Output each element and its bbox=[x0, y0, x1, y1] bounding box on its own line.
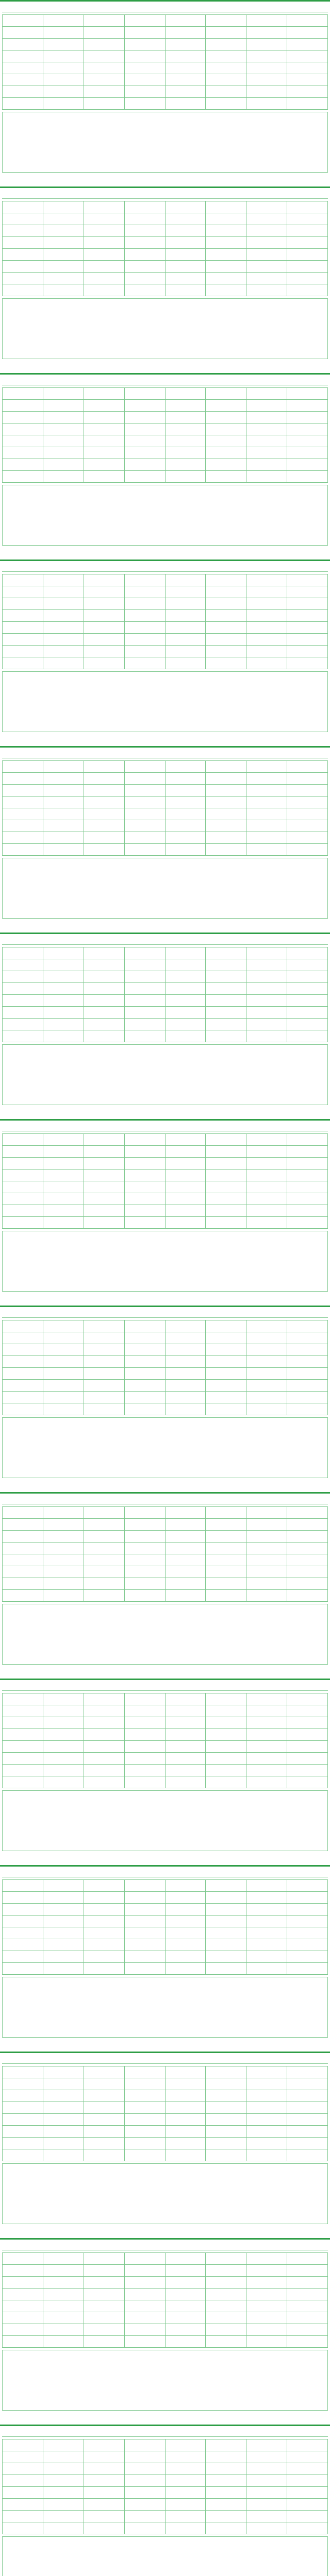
route-title bbox=[2, 1870, 328, 1877]
route-block bbox=[0, 2052, 330, 2238]
table-row bbox=[3, 2265, 328, 2277]
table-row bbox=[3, 74, 328, 86]
route-block bbox=[0, 560, 330, 746]
table-row bbox=[3, 225, 328, 237]
table-row bbox=[3, 2138, 328, 2149]
route-notes bbox=[2, 2163, 328, 2224]
route-block bbox=[0, 0, 330, 187]
table-row bbox=[3, 1158, 328, 1170]
table-row bbox=[3, 1181, 328, 1193]
route-title bbox=[2, 1497, 328, 1504]
route-notes bbox=[2, 1044, 328, 1105]
table-row bbox=[3, 947, 328, 959]
route-timetable bbox=[2, 1320, 328, 1415]
route-notes bbox=[2, 1604, 328, 1665]
table-row bbox=[3, 1134, 328, 1146]
table-row bbox=[3, 249, 328, 261]
route-block bbox=[0, 2238, 330, 2425]
table-row bbox=[3, 1765, 328, 1776]
table-row bbox=[3, 1170, 328, 1181]
table-row bbox=[3, 2126, 328, 2138]
route-notes bbox=[2, 2350, 328, 2411]
route-title bbox=[2, 2243, 328, 2250]
route-notes bbox=[2, 112, 328, 173]
route-timetable bbox=[2, 574, 328, 669]
route-title bbox=[2, 191, 328, 199]
table-row bbox=[3, 388, 328, 400]
table-row bbox=[3, 610, 328, 622]
table-row bbox=[3, 2149, 328, 2161]
table-row bbox=[3, 98, 328, 110]
route-block bbox=[0, 1492, 330, 1679]
table-row bbox=[3, 657, 328, 669]
table-row bbox=[3, 2475, 328, 2487]
table-row bbox=[3, 1927, 328, 1939]
route-block bbox=[0, 187, 330, 373]
table-row bbox=[3, 844, 328, 856]
table-row bbox=[3, 2078, 328, 2090]
table-row bbox=[3, 1519, 328, 1531]
table-row bbox=[3, 27, 328, 39]
table-row bbox=[3, 646, 328, 657]
table-row bbox=[3, 586, 328, 598]
table-row bbox=[3, 213, 328, 225]
table-row bbox=[3, 1019, 328, 1030]
table-row bbox=[3, 50, 328, 62]
table-row bbox=[3, 2487, 328, 2499]
route-timetable bbox=[2, 1879, 328, 1975]
route-timetable bbox=[2, 1693, 328, 1788]
table-row bbox=[3, 1590, 328, 1602]
route-title bbox=[2, 378, 328, 385]
table-row bbox=[3, 273, 328, 284]
table-row bbox=[3, 1963, 328, 1975]
route-title bbox=[2, 751, 328, 758]
table-row bbox=[3, 634, 328, 646]
table-row bbox=[3, 1554, 328, 1566]
table-row bbox=[3, 2324, 328, 2336]
route-notes bbox=[2, 1977, 328, 2038]
table-row bbox=[3, 808, 328, 820]
route-block bbox=[0, 1679, 330, 1865]
route-notes bbox=[2, 858, 328, 919]
table-row bbox=[3, 761, 328, 773]
table-row bbox=[3, 2102, 328, 2114]
route-notes bbox=[2, 1231, 328, 1292]
route-block bbox=[0, 933, 330, 1119]
table-row bbox=[3, 2289, 328, 2300]
route-title bbox=[2, 1310, 328, 1318]
table-row bbox=[3, 1344, 328, 1356]
table-row bbox=[3, 447, 328, 459]
table-row bbox=[3, 1705, 328, 1717]
route-timetable bbox=[2, 201, 328, 296]
route-timetable bbox=[2, 760, 328, 856]
route-block bbox=[0, 1865, 330, 2052]
route-title bbox=[2, 937, 328, 945]
route-block bbox=[0, 1306, 330, 1492]
route-block bbox=[0, 1119, 330, 1306]
table-row bbox=[3, 2277, 328, 2289]
route-block bbox=[0, 746, 330, 933]
table-row bbox=[3, 995, 328, 1007]
table-row bbox=[3, 284, 328, 296]
table-row bbox=[3, 785, 328, 796]
route-title bbox=[2, 2429, 328, 2437]
table-row bbox=[3, 1193, 328, 1205]
route-notes bbox=[2, 298, 328, 359]
table-row bbox=[3, 1007, 328, 1019]
route-timetable bbox=[2, 2066, 328, 2161]
table-row bbox=[3, 796, 328, 808]
table-row bbox=[3, 598, 328, 610]
table-row bbox=[3, 471, 328, 483]
route-title bbox=[2, 1124, 328, 1131]
table-row bbox=[3, 1543, 328, 1554]
route-block bbox=[0, 373, 330, 560]
table-row bbox=[3, 2114, 328, 2126]
route-notes bbox=[2, 1417, 328, 1478]
route-timetable bbox=[2, 387, 328, 483]
table-row bbox=[3, 2253, 328, 2265]
table-row bbox=[3, 1951, 328, 1963]
table-row bbox=[3, 622, 328, 634]
table-row bbox=[3, 2312, 328, 2324]
table-row bbox=[3, 261, 328, 273]
route-block bbox=[0, 2425, 330, 2576]
route-notes bbox=[2, 2536, 328, 2576]
table-row bbox=[3, 773, 328, 785]
table-row bbox=[3, 1392, 328, 1403]
table-row bbox=[3, 1880, 328, 1892]
table-row bbox=[3, 1904, 328, 1916]
table-row bbox=[3, 1205, 328, 1217]
table-row bbox=[3, 62, 328, 74]
table-row bbox=[3, 2522, 328, 2534]
table-row bbox=[3, 1531, 328, 1543]
route-title bbox=[2, 564, 328, 572]
table-row bbox=[3, 1356, 328, 1368]
table-row bbox=[3, 86, 328, 98]
route-notes bbox=[2, 485, 328, 546]
route-title bbox=[2, 1683, 328, 1691]
table-row bbox=[3, 201, 328, 213]
table-row bbox=[3, 1892, 328, 1904]
table-row bbox=[3, 2499, 328, 2511]
table-row bbox=[3, 1729, 328, 1741]
table-row bbox=[3, 1776, 328, 1788]
table-row bbox=[3, 1566, 328, 1578]
route-timetable bbox=[2, 1506, 328, 1602]
route-notes bbox=[2, 1790, 328, 1851]
route-notes bbox=[2, 671, 328, 732]
route-timetable bbox=[2, 947, 328, 1042]
table-row bbox=[3, 2300, 328, 2312]
table-row bbox=[3, 423, 328, 435]
route-title bbox=[2, 2056, 328, 2064]
table-row bbox=[3, 2439, 328, 2451]
table-row bbox=[3, 1717, 328, 1729]
table-row bbox=[3, 1578, 328, 1590]
table-row bbox=[3, 1380, 328, 1392]
table-row bbox=[3, 400, 328, 412]
table-row bbox=[3, 435, 328, 447]
table-row bbox=[3, 459, 328, 471]
table-row bbox=[3, 832, 328, 844]
route-title bbox=[2, 5, 328, 12]
table-row bbox=[3, 1939, 328, 1951]
table-row bbox=[3, 971, 328, 983]
table-row bbox=[3, 1741, 328, 1753]
table-row bbox=[3, 2511, 328, 2522]
table-row bbox=[3, 2451, 328, 2463]
table-row bbox=[3, 820, 328, 832]
route-timetable bbox=[2, 1133, 328, 1229]
table-row bbox=[3, 1916, 328, 1927]
table-row bbox=[3, 2090, 328, 2102]
table-row bbox=[3, 39, 328, 50]
table-row bbox=[3, 2336, 328, 2348]
table-row bbox=[3, 15, 328, 27]
table-row bbox=[3, 2066, 328, 2078]
table-row bbox=[3, 412, 328, 423]
table-row bbox=[3, 1403, 328, 1415]
table-row bbox=[3, 1030, 328, 1042]
table-row bbox=[3, 1693, 328, 1705]
table-row bbox=[3, 1753, 328, 1765]
table-row bbox=[3, 983, 328, 995]
table-row bbox=[3, 1320, 328, 1332]
table-row bbox=[3, 1146, 328, 1158]
route-timetable bbox=[2, 2439, 328, 2534]
table-row bbox=[3, 1507, 328, 1519]
route-timetable bbox=[2, 14, 328, 110]
table-row bbox=[3, 1332, 328, 1344]
table-row bbox=[3, 574, 328, 586]
table-row bbox=[3, 959, 328, 971]
table-row bbox=[3, 2463, 328, 2475]
table-row bbox=[3, 237, 328, 249]
route-timetable bbox=[2, 2252, 328, 2348]
table-row bbox=[3, 1217, 328, 1229]
table-row bbox=[3, 1368, 328, 1380]
